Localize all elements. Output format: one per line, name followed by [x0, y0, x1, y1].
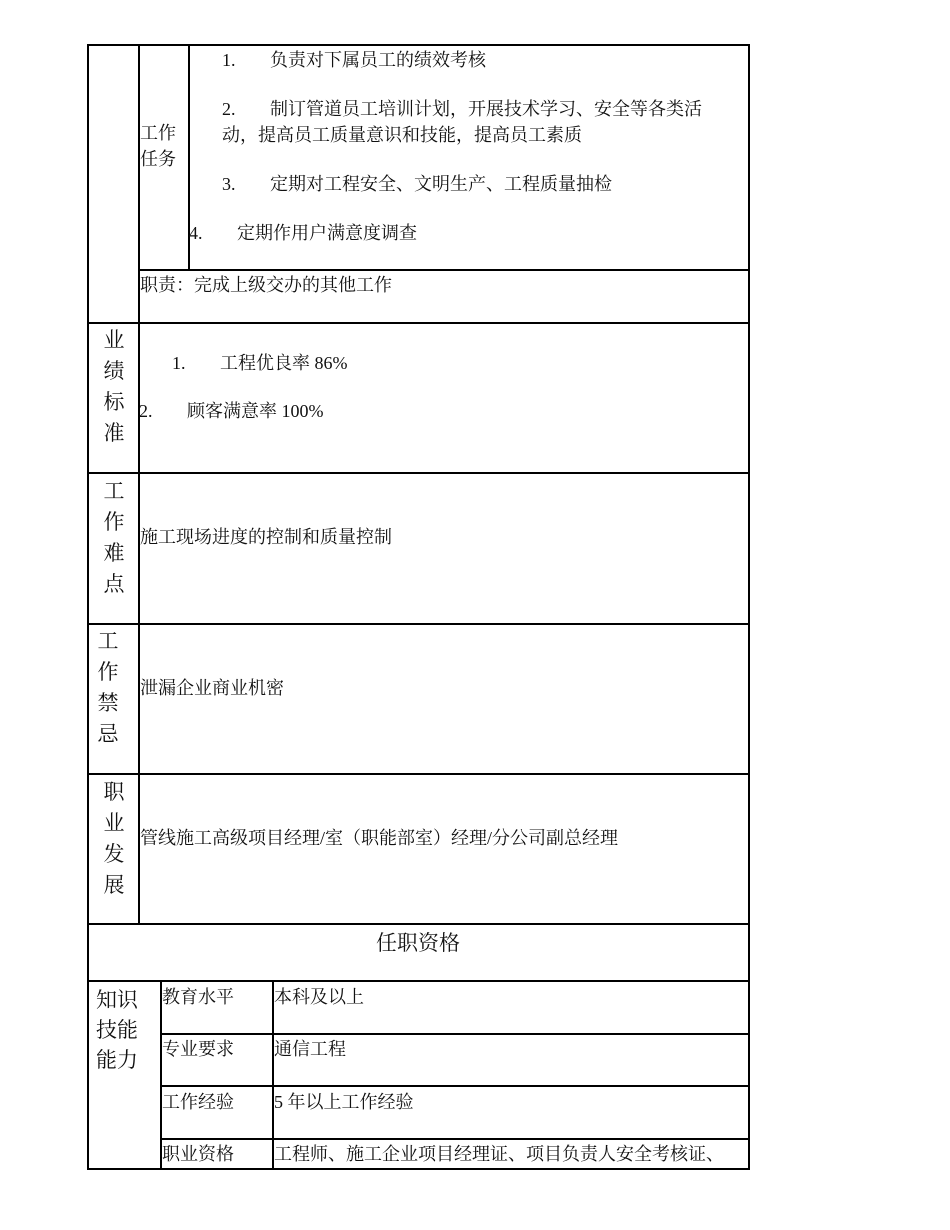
career-label: 职业发展 — [103, 780, 125, 897]
qual-row-label-major: 专业要求 — [162, 1039, 234, 1059]
task-item-4-num: 4. — [189, 223, 203, 243]
qual-row-value-major: 通信工程 — [274, 1039, 346, 1059]
task-item-3 — [222, 171, 612, 197]
performance-item-1 — [172, 350, 348, 376]
performance-item-1-num: 1. — [172, 353, 186, 373]
task-item-1-num: 1. — [222, 50, 236, 70]
performance-item-2-text: 顾客满意率 100% — [187, 401, 324, 421]
qual-row-value-experience: 5 年以上工作经验 — [274, 1092, 414, 1112]
task-item-1 — [222, 47, 486, 73]
task-item-3-num: 3. — [222, 174, 236, 194]
qual-row-value-education: 本科及以上 — [274, 987, 364, 1007]
task-item-3-text: 定期对工程安全、文明生产、工程质量抽检 — [270, 174, 612, 194]
qual-row-value-certification: 工程师、施工企业项目经理证、项目负责人安全考核证、 — [274, 1144, 724, 1164]
difficulty-text: 施工现场进度的控制和质量控制 — [140, 527, 392, 547]
taboo-text: 泄漏企业商业机密 — [140, 678, 284, 698]
performance-item-2 — [139, 398, 324, 424]
difficulty-label: 工作难点 — [103, 479, 125, 596]
task-item-2 — [222, 96, 702, 122]
job-tasks-label: 工作任务 — [140, 123, 176, 169]
taboo-label: 工作禁忌 — [97, 629, 119, 746]
other-duty-text: 职责：完成上级交办的其他工作 — [140, 275, 392, 295]
performance-item-2-num: 2. — [139, 401, 153, 421]
qualifications-title: 任职资格 — [376, 931, 460, 955]
qual-row-label-certification: 职业资格 — [162, 1144, 234, 1164]
qual-row-label-education: 教育水平 — [162, 987, 234, 1007]
qualifications-group-label: 知识技能能力 — [96, 988, 138, 1072]
task-item-2-line2: 动，提高员工质量意识和技能，提高员工素质 — [222, 125, 582, 145]
qual-row-label-experience: 工作经验 — [162, 1092, 234, 1112]
career-text: 管线施工高级项目经理/室（职能部室）经理/分公司副总经理 — [140, 828, 618, 848]
performance-label: 业绩标准 — [103, 328, 125, 445]
task-item-4-text: 定期作用户满意度调查 — [237, 223, 417, 243]
task-item-1-text: 负责对下属员工的绩效考核 — [270, 50, 486, 70]
task-item-2-text: 制订管道员工培训计划，开展技术学习、安全等各类活 — [270, 99, 702, 119]
task-item-4 — [189, 220, 417, 246]
task-item-2-num: 2. — [222, 99, 236, 119]
performance-item-1-text: 工程优良率 86% — [220, 353, 348, 373]
